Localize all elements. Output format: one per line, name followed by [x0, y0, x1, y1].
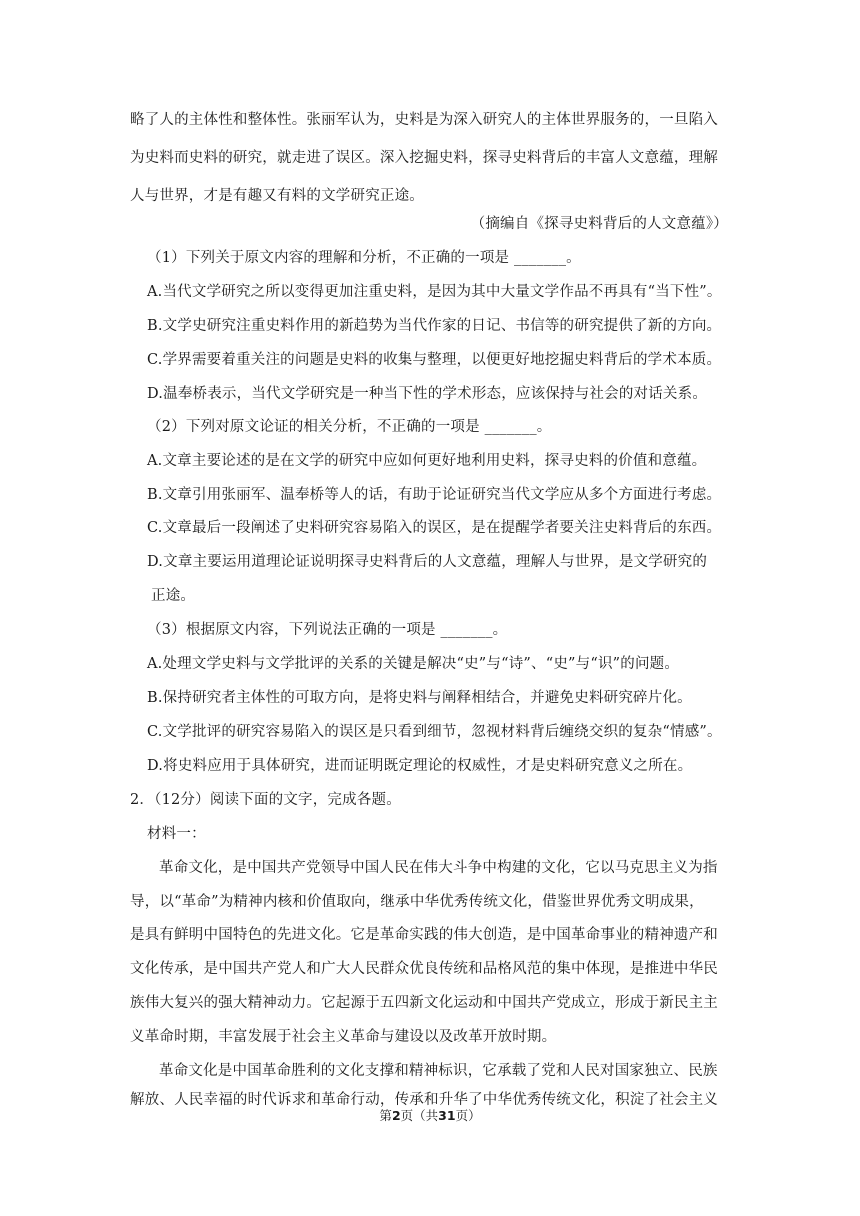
paragraph-line: 解放、人民幸福的时代诉求和革命行动，传承和升华了中华优秀传统文化，积淀了社会主义: [130, 1092, 718, 1108]
question-1-option-b: B.文学史研究注重史料作用的新趋势为当代作家的日记、书信等的研究提供了新的方向。: [147, 318, 722, 334]
paragraph-line: 导，以“革命”为精神内核和价值取向，继承中华优秀传统文化，借鉴世界优秀文明成果，: [130, 894, 704, 910]
question-3-option-a: A.处理文学史料与文学批评的关系的关键是解决“史”与“诗”、“史”与“识”的问题。: [147, 656, 680, 672]
question-1-option-d: D.温奉桥表示，当代文学研究是一种当下性的学术形态，应该保持与社会的对话关系。: [147, 386, 708, 402]
text-line: 人与世界，才是有趣又有料的文学研究正途。: [130, 188, 424, 204]
question-2-option-d-cont: 正途。: [151, 588, 196, 604]
text-line: 略了人的主体性和整体性。张丽军认为，史料是为深入研究人的主体世界服务的，一旦陷入: [130, 112, 718, 128]
footer-prefix: 第: [379, 1108, 392, 1123]
text-line: 为史料而史料的研究，就走进了误区。深入挖掘史料，探寻史料背后的丰富人文意蕴，理解: [130, 150, 718, 166]
section-2-heading: 2．（12分）阅读下面的文字，完成各题。: [130, 792, 401, 808]
question-2-option-b: B.文章引用张丽军、温奉桥等人的话，有助于论证研究当代文学应从多个方面进行考虑。: [147, 487, 722, 503]
question-1-option-c: C.学界需要着重关注的问题是史料的收集与整理，以便更好地挖掘史料背后的学术本质。: [147, 352, 722, 368]
question-1: （1）下列关于原文内容的理解和分析，不正确的一项是 _______。: [147, 250, 581, 266]
question-1-option-a: A.当代文学研究之所以变得更加注重史料，是因为其中大量文学作品不再具有“当下性”。: [147, 284, 722, 300]
page-number: 2: [391, 1108, 401, 1123]
footer-middle: 页（共: [400, 1108, 439, 1123]
question-2-option-a: A.文章主要论述的是在文学的研究中应如何更好地利用史料，探寻史料的价值和意蕴。: [147, 453, 707, 469]
page-footer: [0, 1108, 860, 1124]
material-label: 材料一：: [147, 826, 206, 842]
paragraph-line: 是具有鲜明中国特色的先进文化。它是革命实践的伟大创造，是中国革命事业的精神遗产和: [130, 927, 718, 943]
paragraph-line: 革命文化是中国革命胜利的文化支撑和精神标识，它承载了党和人民对国家独立、民族: [159, 1063, 718, 1079]
paragraph-line: 文化传承，是中国共产党人和广大人民群众优良传统和品格风范的集中体现，是推进中华民: [130, 961, 718, 977]
paragraph-line: 义革命时期，丰富发展于社会主义革命与建设以及改革开放时期。: [130, 1029, 557, 1045]
source-citation: （摘编自《探寻史料背后的人文意蕴》）: [470, 216, 728, 232]
paragraph-line: 族伟大复兴的强大精神动力。它起源于五四新文化运动和中国共产党成立，形成于新民主主: [130, 995, 718, 1011]
question-2-option-d: D.文章主要运用道理论证说明探寻史料背后的人文意蕴，理解人与世界，是文学研究的: [147, 554, 708, 570]
footer-suffix: 页）: [455, 1108, 481, 1123]
question-3: （3）根据原文内容，下列说法正确的一项是 _______。: [147, 622, 508, 638]
total-pages: 31: [438, 1108, 456, 1123]
question-2-option-c: C.文章最后一段阐述了史料研究容易陷入的误区，是在提醒学者要关注史料背后的东西。: [147, 520, 722, 536]
question-3-option-c: C.文学批评的研究容易陷入的误区是只看到细节，忽视材料背后缠绕交织的复杂“情感”。: [147, 724, 722, 740]
question-3-option-b: B.保持研究者主体性的可取方向，是将史料与阐释相结合，并避免史料研究碎片化。: [147, 690, 692, 706]
question-3-option-d: D.将史料应用于具体研究，进而证明既定理论的权威性，才是史料研究意义之所在。: [147, 758, 693, 774]
question-2: （2）下列对原文论证的相关分析，不正确的一项是 _______。: [147, 419, 552, 435]
paragraph-line: 革命文化，是中国共产党领导中国人民在伟大斗争中构建的文化，它以马克思主义为指: [159, 860, 718, 876]
